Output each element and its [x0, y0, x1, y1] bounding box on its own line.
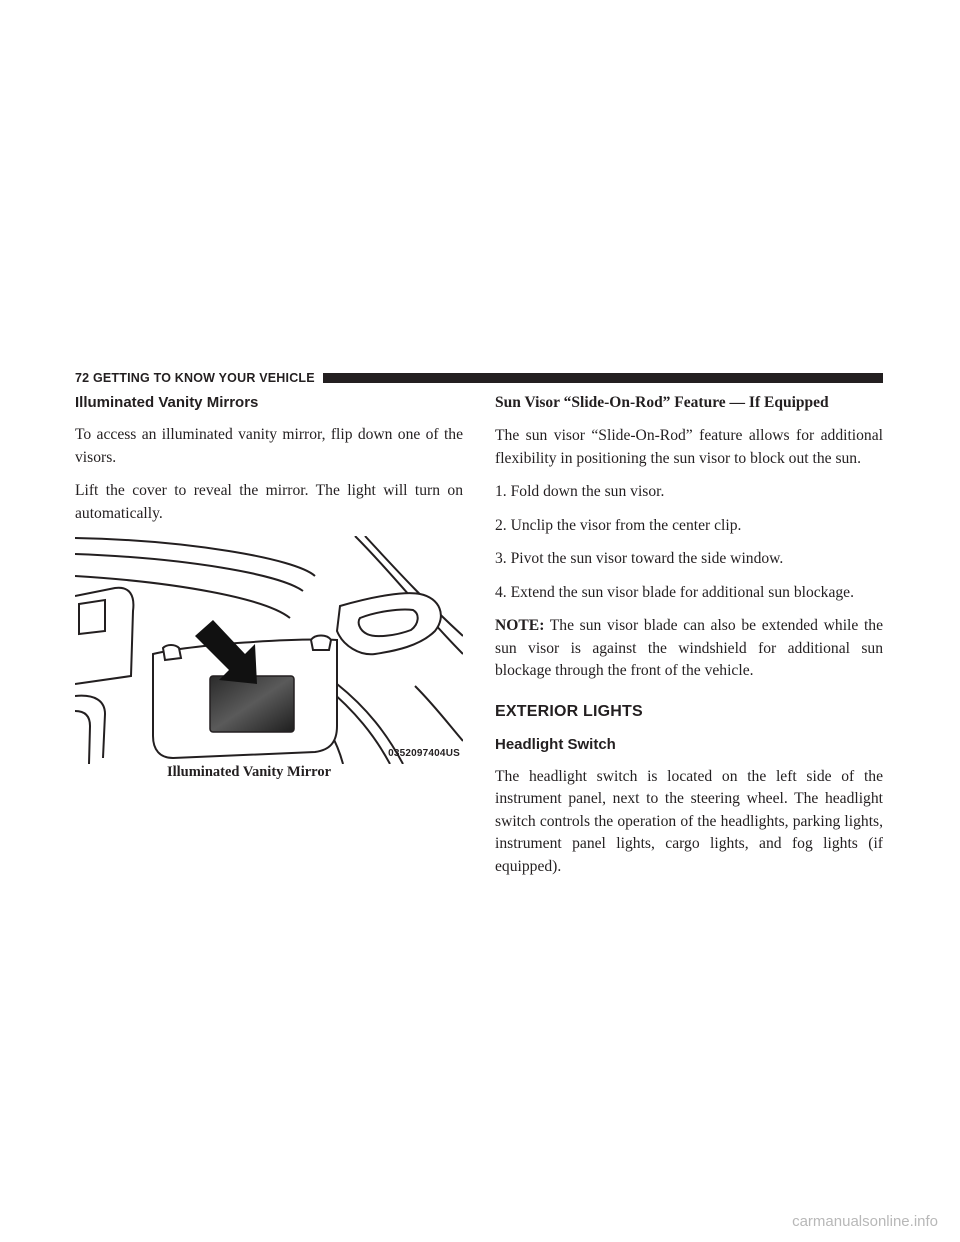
note-label: NOTE: — [495, 617, 545, 634]
page-number-section-title: 72 GETTING TO KNOW YOUR VEHICLE — [75, 371, 315, 385]
sun-visor-heading: Sun Visor “Slide-On-Rod” Feature — If Equipped — [495, 394, 829, 411]
page-header — [75, 370, 883, 386]
headlight-paragraph: The headlight switch is located on the left side of the instrument panel, next to the steering wheel. The headlight switch controls the operation of the headlights, parking lights, instrument panel lights, cargo lights, and fog lights (if equipped). — [495, 767, 883, 875]
watermark: carmanualsonline.info — [792, 1213, 938, 1230]
step-2: 2. Unclip the visor from the center clip. — [495, 516, 742, 534]
step-4: 4. Extend the sun visor blade for additional sun blockage. — [495, 583, 855, 601]
sun-visor-intro: The sun visor “Slide-On-Rod” feature allows for additional flexibility in positioning the sun visor to block out the sun. — [495, 427, 883, 467]
vanity-mirror-illustration — [75, 536, 463, 764]
headlight-switch-heading: Headlight Switch — [495, 735, 616, 753]
vanity-paragraph-1: To access an illuminated vanity mirror, flip down one of the visors. — [75, 426, 463, 466]
right-column — [495, 392, 883, 889]
exterior-lights-heading: EXTERIOR LIGHTS — [495, 702, 643, 720]
figure-caption: Illuminated Vanity Mirror — [166, 764, 332, 780]
vanity-paragraph-2: Lift the cover to reveal the mirror. The light will turn on automatically. — [75, 482, 463, 522]
note-paragraph — [495, 615, 883, 683]
vanity-mirror-figure — [75, 536, 463, 764]
left-column — [75, 392, 463, 781]
vanity-mirrors-heading: Illuminated Vanity Mirrors — [75, 394, 259, 411]
figure-code: 0352097404US — [388, 748, 460, 759]
step-3: 3. Pivot the sun visor toward the side window. — [495, 550, 784, 567]
step-1: 1. Fold down the sun visor. — [495, 483, 665, 500]
note-text: The sun visor blade can also be extended while the sun visor is against the windshield for additional sun blockage through the front of the vehicle. — [495, 617, 883, 679]
header-rule — [323, 373, 883, 383]
